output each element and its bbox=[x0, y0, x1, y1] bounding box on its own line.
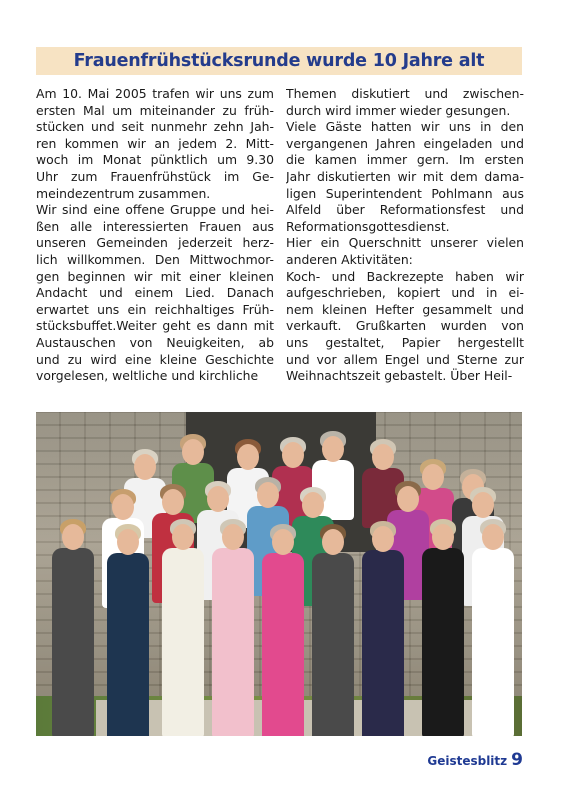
page-footer bbox=[427, 750, 523, 770]
text-line: unseren Gemeinden jederzeit herz- bbox=[36, 235, 274, 251]
text-line: durch wird immer wieder gesungen. bbox=[286, 102, 511, 118]
text-line: verkauft. Grußkarten wurden von bbox=[286, 318, 524, 334]
text-line: woch im Monat pünktlich um 9.30 bbox=[36, 152, 274, 168]
magazine-name: Geistesblitz bbox=[427, 754, 508, 768]
text-line: ren kommen wir an jedem 2. Mitt- bbox=[36, 135, 274, 151]
text-line: Koch- und Backrezepte haben wir bbox=[286, 268, 524, 284]
text-line: aufgeschrieben, kopiert und in ei- bbox=[286, 285, 524, 301]
text-line: erwartet uns ein reichhaltiges Früh- bbox=[36, 301, 274, 317]
text-line: Reformationsgottesdienst. bbox=[286, 218, 450, 234]
text-line: ersten Mal um miteinander zu früh- bbox=[36, 102, 274, 118]
text-line: Jahr diskutierten wir mit dem dama- bbox=[286, 168, 524, 184]
text-line: vergangenen Jahren eingeladen und bbox=[286, 135, 524, 151]
text-line: anderen Aktivitäten: bbox=[286, 251, 413, 267]
group-photo bbox=[36, 412, 522, 736]
text-line: Hier ein Querschnitt unserer vielen bbox=[286, 235, 524, 251]
text-line: die kamen immer gern. Im ersten bbox=[286, 152, 524, 168]
text-line: vorgelesen, weltliche und kirchliche bbox=[36, 368, 259, 384]
text-line: und vor allem Engel und Sterne zur bbox=[286, 351, 524, 367]
text-line: Wir sind eine offene Gruppe und hei- bbox=[36, 202, 274, 218]
text-line: Uhr zum Frauenfrühstück im Ge- bbox=[36, 168, 274, 184]
text-line: Austauschen von Neuigkeiten, ab bbox=[36, 334, 274, 350]
text-line: Andacht und einem Lied. Danach bbox=[36, 285, 274, 301]
left-column bbox=[36, 86, 274, 385]
text-line: meindezentrum zusammen. bbox=[36, 185, 211, 201]
right-column bbox=[286, 86, 524, 385]
title-banner bbox=[36, 47, 522, 75]
text-line: ßen alle interessierten Frauen aus bbox=[36, 218, 274, 234]
text-line: Am 10. Mai 2005 trafen wir uns zum bbox=[36, 86, 274, 101]
text-line: stücken und seit nunmehr zehn Jah- bbox=[36, 119, 274, 135]
text-line: ligen Superintendent Pohlmann aus bbox=[286, 185, 524, 201]
text-line: nem kleinen Hefter gesammelt und bbox=[286, 301, 524, 317]
text-line: Themen diskutiert und zwischen- bbox=[286, 86, 524, 101]
text-line: uns gestaltet, Papier hergestellt bbox=[286, 334, 524, 350]
text-line: stücksbuffet.Weiter geht es dann mit bbox=[36, 318, 274, 334]
text-line: Alfeld über Reformationsfest und bbox=[286, 202, 524, 218]
text-line: lich willkommen. Den Mittwochmor- bbox=[36, 251, 274, 267]
text-line: und zu wird eine kleine Geschichte bbox=[36, 351, 274, 367]
page-number: 9 bbox=[511, 750, 523, 770]
text-line: Viele Gäste hatten wir uns in den bbox=[286, 119, 524, 135]
text-line: Weihnachtszeit gebastelt. Über Heil- bbox=[286, 368, 513, 384]
text-line: gen beginnen wir mit einer kleinen bbox=[36, 268, 274, 284]
article-title: Frauenfrühstücksrunde wurde 10 Jahre alt bbox=[73, 51, 485, 71]
